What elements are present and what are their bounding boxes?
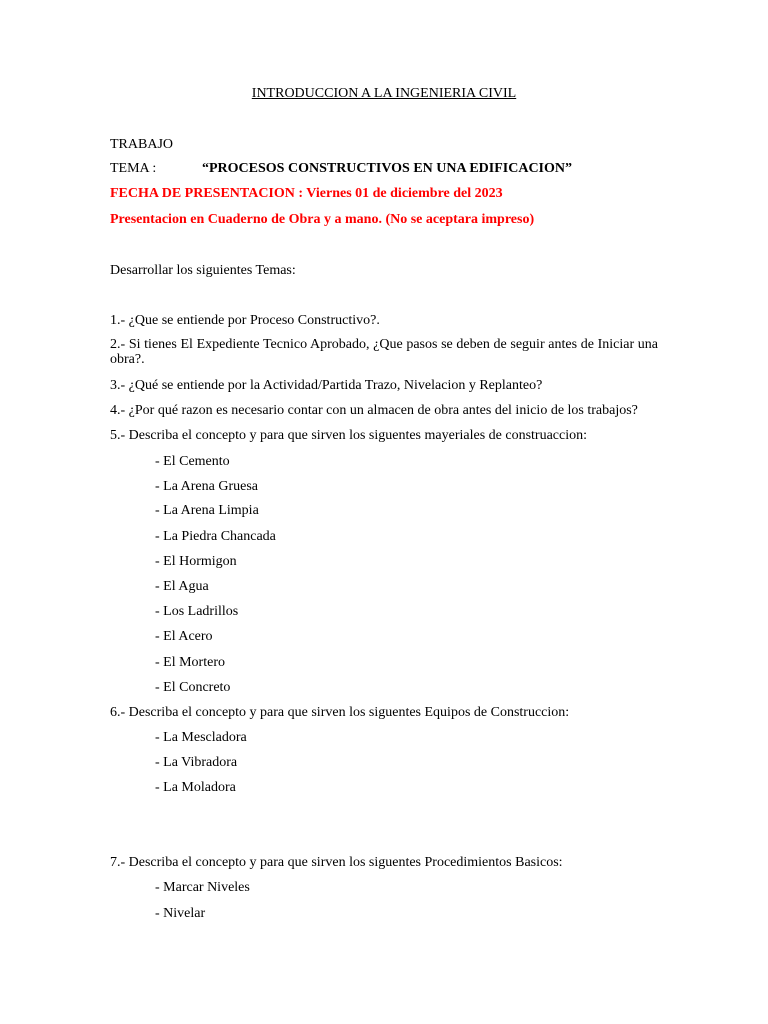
question-4: 4.- ¿Por qué razon es necesario contar con un almacen de obra antes del inicio de los trabajos?	[110, 403, 638, 418]
list-item: - El Concreto	[155, 680, 231, 695]
tema-label: TEMA :	[110, 161, 157, 176]
list-item: - Nivelar	[155, 906, 206, 921]
fecha-presentacion: FECHA DE PRESENTACION : Viernes 01 de diciembre del 2023	[110, 186, 503, 201]
trabajo-label: TRABAJO	[110, 137, 174, 152]
question-6: 6.- Describa el concepto y para que sirven los siguentes Equipos de Construccion:	[110, 705, 570, 720]
list-item: - Marcar Niveles	[155, 880, 250, 895]
presentacion-note: Presentacion en Cuaderno de Obra y a mano. (No se aceptara impreso)	[110, 212, 535, 227]
list-item: - La Vibradora	[155, 755, 238, 770]
list-item: - La Piedra Chancada	[155, 529, 276, 544]
intro-text: Desarrollar los siguientes Temas:	[110, 263, 296, 278]
list-item: - La Arena Gruesa	[155, 479, 259, 494]
list-item: - El Acero	[155, 629, 213, 644]
question-3: 3.- ¿Qué se entiende por la Actividad/Partida Trazo, Nivelacion y Replanteo?	[110, 378, 543, 393]
list-item: - La Mescladora	[155, 730, 247, 745]
list-item: - El Cemento	[155, 454, 230, 469]
list-item: - El Mortero	[155, 655, 225, 670]
question-7: 7.- Describa el concepto y para que sirven los siguentes Procedimientos Basicos:	[110, 855, 563, 870]
question-5: 5.- Describa el concepto y para que sirven los siguentes mayeriales de construaccion:	[110, 428, 587, 443]
document-title: INTRODUCCION A LA INGENIERIA CIVIL	[251, 86, 517, 101]
question-2: 2.- Si tienes El Expediente Tecnico Aprobado, ¿Que pasos se deben de seguir antes de Iniciar una obra?.	[110, 337, 658, 367]
list-item: - El Hormigon	[155, 554, 237, 569]
question-1: 1.- ¿Que se entiende por Proceso Constructivo?.	[110, 313, 380, 328]
list-item: - La Moladora	[155, 780, 236, 795]
list-item: - La Arena Limpia	[155, 503, 259, 518]
list-item: - Los Ladrillos	[155, 604, 239, 619]
list-item: - El Agua	[155, 579, 209, 594]
tema-value: “PROCESOS CONSTRUCTIVOS EN UNA EDIFICACION”	[202, 161, 573, 176]
